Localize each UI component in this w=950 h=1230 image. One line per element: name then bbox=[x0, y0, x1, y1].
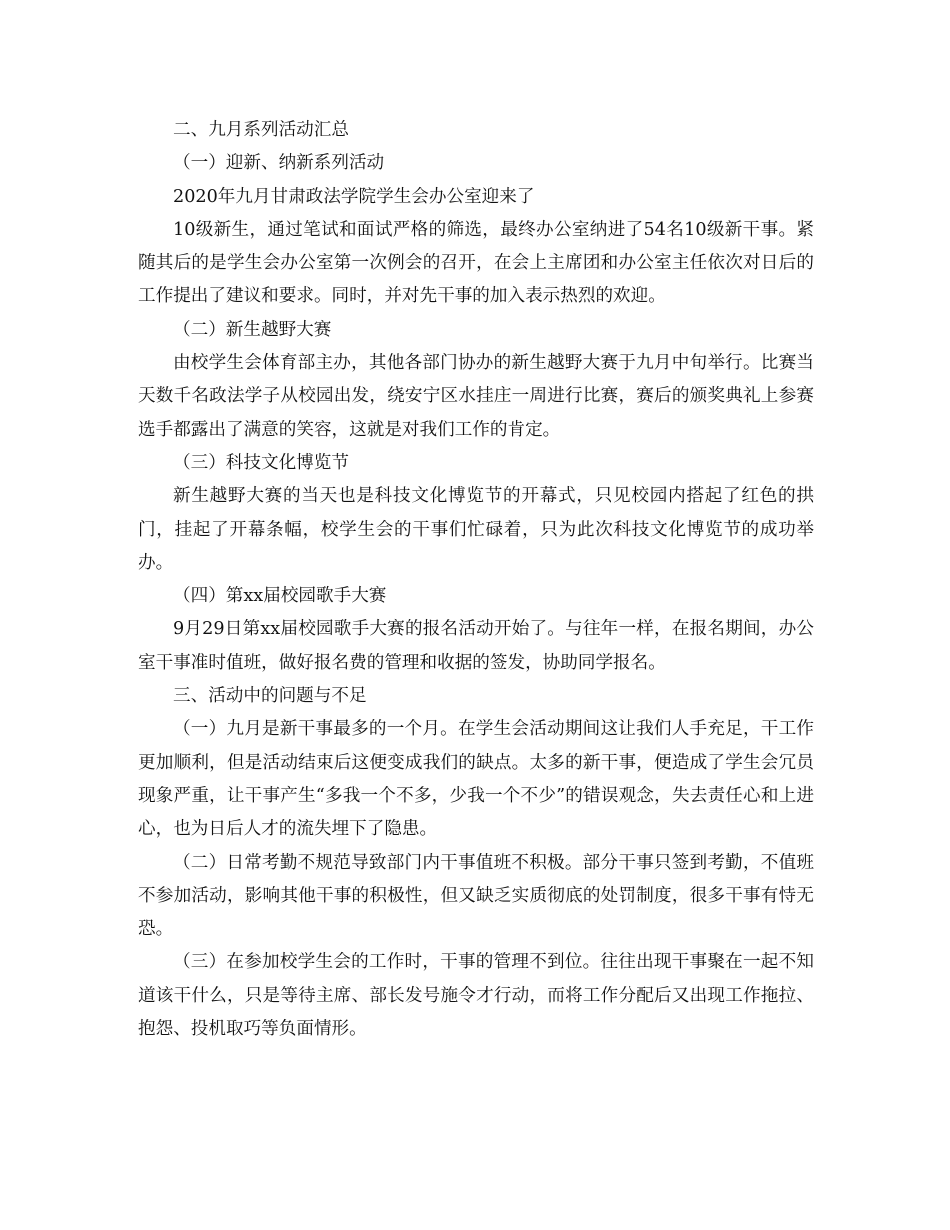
section-heading: 二、九月系列活动汇总 bbox=[173, 120, 349, 140]
body-paragraph: 由校学生会体育部主办，其他各部门协办的新生越野大赛于九月中旬举行。比赛当天数千名政法学子从校园出发，绕安宁区水挂庄一周进行比赛，赛后的颁奖典礼上参赛选手都露出了满意的笑容，这就是对我们工作的肯定。 bbox=[138, 353, 814, 440]
body-paragraph: （二）日常考勤不规范导致部门内干事值班不积极。部分干事只签到考勤，不值班不参加活动，影响其他干事的积极性，但又缺乏实质彻底的处罚制度，很多干事有恃无恐。 bbox=[138, 852, 814, 940]
subsection-heading: （二）新生越野大赛 bbox=[173, 319, 332, 340]
section-heading: 三、活动中的问题与不足 bbox=[173, 686, 367, 707]
body-paragraph: 9月29日第xx届校园歌手大赛的报名活动开始了。与往年一样，在报名期间，办公室干事准时值班，做好报名费的管理和收据的签发，协助同学报名。 bbox=[138, 619, 814, 673]
subsection-heading: （一）迎新、纳新系列活动 bbox=[173, 153, 385, 174]
body-paragraph: （一）九月是新干事最多的一个月。在学生会活动期间这让我们人手充足，干工作更加顺利，但是活动结束后这便变成我们的缺点。太多的新干事，便造成了学生会冗员现象严重，让干事产生“多我一个不多，少我一个不少”的错误观念，失去责任心和上进心，也为日后人才的流失埋下了隐患。 bbox=[138, 719, 814, 840]
body-paragraph: 2020年九月甘肃政法学院学生会办公室迎来了 bbox=[173, 186, 535, 207]
document-body bbox=[138, 114, 814, 1046]
subsection-heading: （四）第xx届校园歌手大赛 bbox=[173, 586, 387, 607]
body-paragraph: 10级新生，通过笔试和面试严格的筛选，最终办公室纳进了54名10级新干事。紧随其后的是学生会办公室第一次例会的召开，在会上主席团和办公室主任依次对日后的工作提出了建议和要求。同时，并对先干事的加入表示热烈的欢迎。 bbox=[138, 219, 814, 307]
subsection-heading: （三）科技文化博览节 bbox=[173, 452, 349, 473]
body-paragraph: （三）在参加校学生会的工作时，干事的管理不到位。往往出现干事聚在一起不知道该干什么，只是等待主席、部长发号施令才行动，而将工作分配后又出现工作拖拉、抱怨、投机取巧等负面情形。 bbox=[138, 952, 814, 1040]
body-paragraph: 新生越野大赛的当天也是科技文化博览节的开幕式，只见校园内搭起了红色的拱门，挂起了开幕条幅，校学生会的干事们忙碌着，只为此次科技文化博览节的成功举办。 bbox=[138, 486, 814, 573]
